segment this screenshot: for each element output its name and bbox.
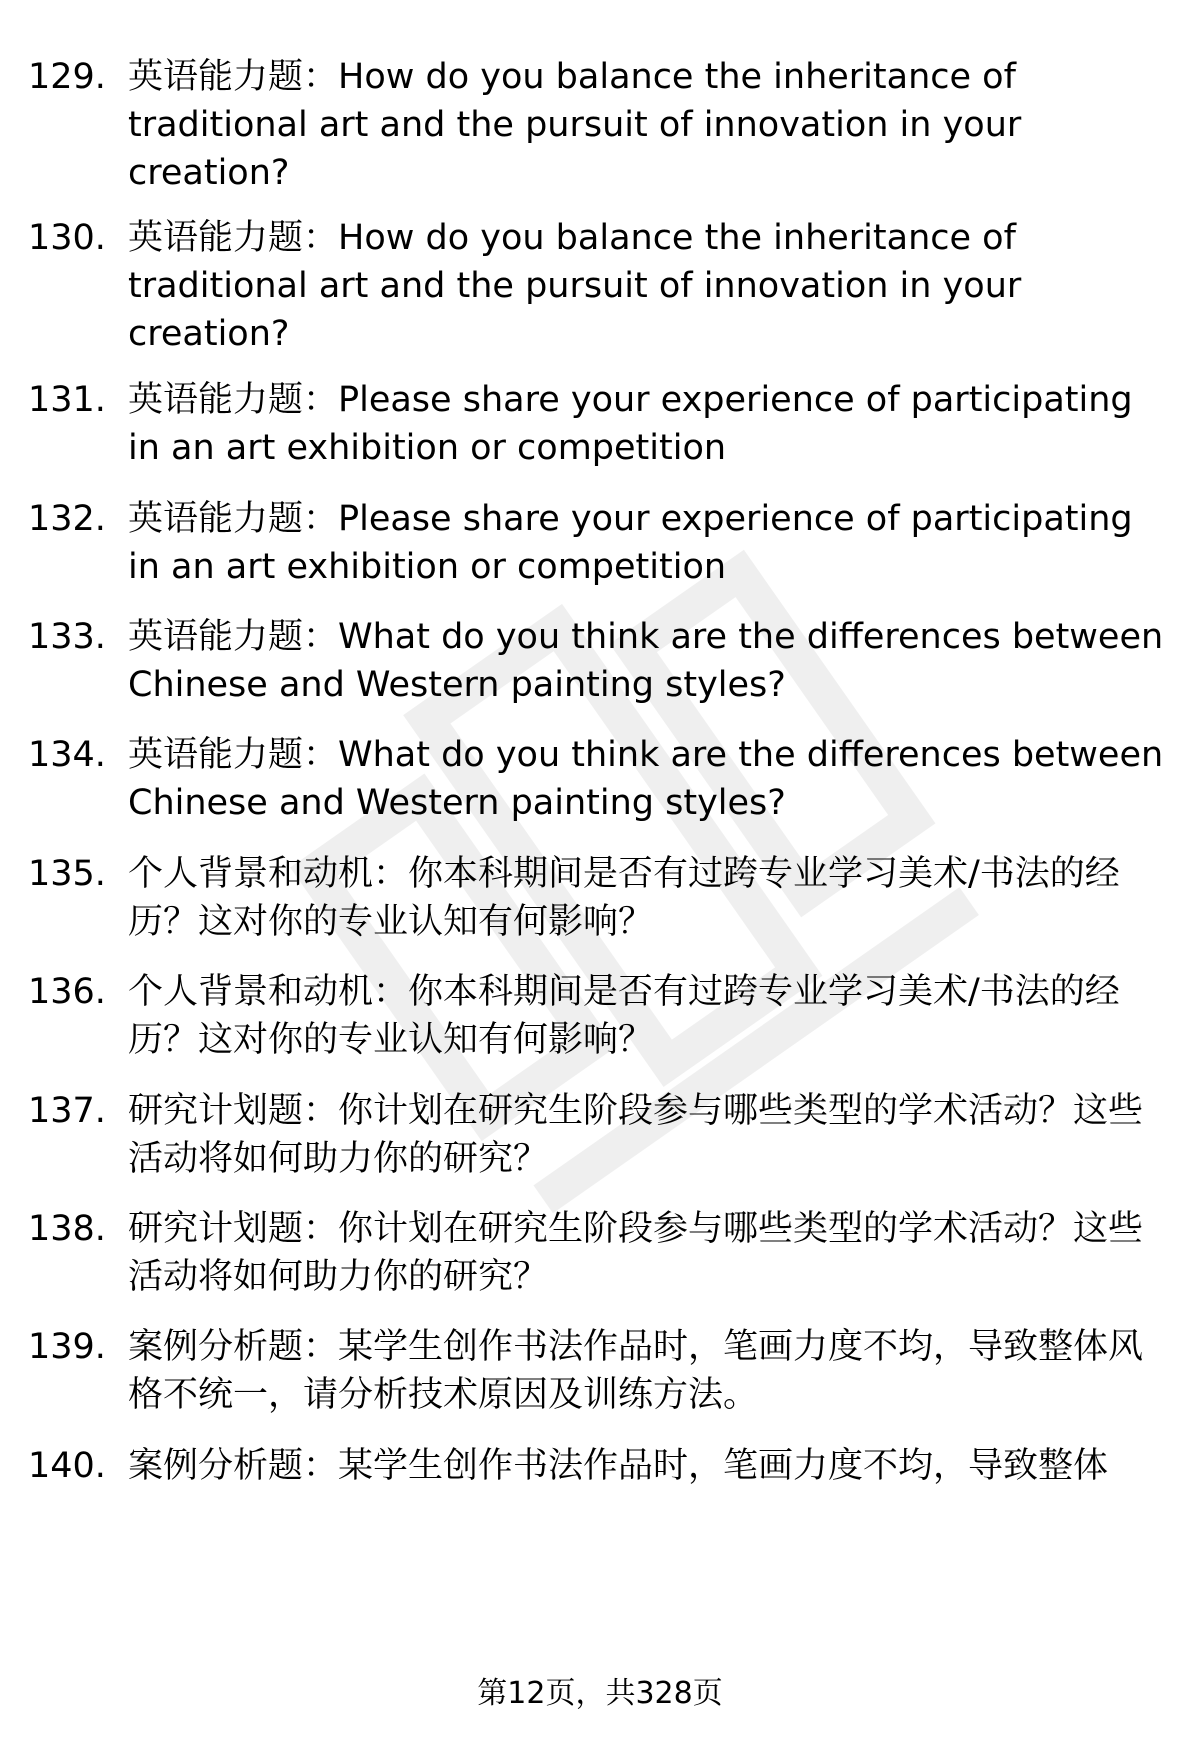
item-text: 英语能力题：What do you think are the differences between Chinese and Western painting styles? bbox=[128, 617, 1164, 705]
item-number: 139. bbox=[28, 1327, 106, 1367]
item-text: 英语能力题：How do you balance the inheritance of traditional art and the pursuit of innovation in your creation? bbox=[128, 57, 1022, 193]
list-item bbox=[28, 495, 1178, 591]
item-text: 个人背景和动机：你本科期间是否有过跨专业学习美术/书法的经历？这对你的专业认知有何影响？ bbox=[128, 854, 1120, 942]
item-text: 英语能力题：What do you think are the differences between Chinese and Western painting styles? bbox=[128, 735, 1164, 823]
item-number: 136. bbox=[28, 972, 106, 1012]
item-number: 140. bbox=[28, 1446, 106, 1486]
item-number: 137. bbox=[28, 1091, 106, 1131]
list-item bbox=[28, 1323, 1178, 1419]
item-text: 个人背景和动机：你本科期间是否有过跨专业学习美术/书法的经历？这对你的专业认知有何影响？ bbox=[128, 972, 1120, 1060]
list-item bbox=[28, 1087, 1178, 1183]
item-number: 135. bbox=[28, 854, 106, 894]
item-text: 英语能力题：Please share your experience of participating in an art exhibition or competition bbox=[128, 380, 1133, 468]
item-text: 英语能力题：How do you balance the inheritance of traditional art and the pursuit of innovation in your creation? bbox=[128, 218, 1022, 354]
item-text: 研究计划题：你计划在研究生阶段参与哪些类型的学术活动？这些活动将如何助力你的研究？ bbox=[128, 1091, 1144, 1179]
item-number: 132. bbox=[28, 499, 106, 539]
item-text: 研究计划题：你计划在研究生阶段参与哪些类型的学术活动？这些活动将如何助力你的研究？ bbox=[128, 1209, 1144, 1297]
list-item bbox=[28, 214, 1178, 358]
item-text: 案例分析题：某学生创作书法作品时，笔画力度不均，导致整体 bbox=[128, 1446, 1109, 1486]
list-item bbox=[28, 1442, 1178, 1490]
list-item bbox=[28, 1205, 1178, 1301]
item-number: 129. bbox=[28, 57, 106, 97]
list-item bbox=[28, 850, 1178, 946]
list-item bbox=[28, 613, 1178, 709]
list-item bbox=[28, 376, 1178, 472]
item-text: 英语能力题：Please share your experience of participating in an art exhibition or competition bbox=[128, 499, 1133, 587]
page-footer: 第12页，共328页 bbox=[477, 1676, 723, 1711]
item-number: 130. bbox=[28, 218, 106, 258]
item-number: 133. bbox=[28, 617, 106, 657]
list-item bbox=[28, 53, 1178, 197]
list-item bbox=[28, 731, 1178, 827]
item-number: 138. bbox=[28, 1209, 106, 1249]
list-item bbox=[28, 968, 1178, 1064]
item-number: 131. bbox=[28, 380, 106, 420]
item-number: 134. bbox=[28, 735, 106, 775]
item-text: 案例分析题：某学生创作书法作品时，笔画力度不均，导致整体风格不统一，请分析技术原因及训练方法。 bbox=[128, 1327, 1144, 1415]
